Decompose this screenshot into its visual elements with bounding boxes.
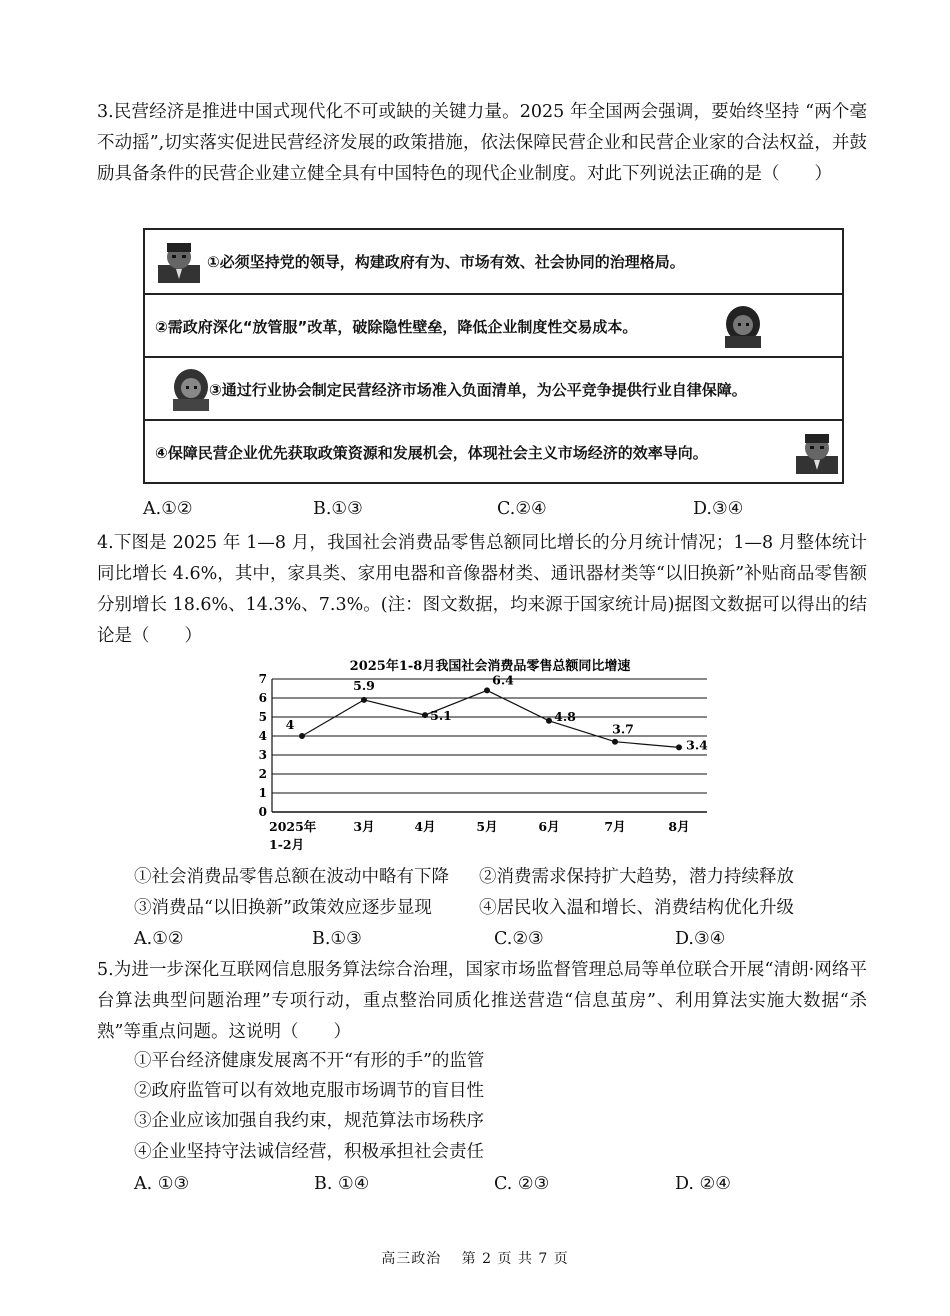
y-tick-label: 3 [258,748,267,762]
y-tick-label: 2 [258,767,267,781]
man-avatar-icon [157,239,201,283]
q3-option-d[interactable]: D.③④ [693,499,744,519]
data-label: 6.4 [492,672,514,688]
data-label: 5.1 [430,708,452,724]
q4-option-a[interactable]: A.①② [134,929,184,949]
retail-sales-growth-chart [255,652,725,857]
opinion-row-3 [145,356,842,419]
x-tick-label: 4月 [414,819,436,834]
x-tick-label: 7月 [604,819,626,834]
y-tick-label: 0 [258,805,267,819]
man-avatar-icon [795,430,839,474]
page-footer: 高三政治 第 2 页 共 7 页 [381,1251,569,1267]
data-label: 3.7 [612,721,634,737]
x-tick-label: 2025年 [269,819,317,834]
data-point [484,687,490,693]
x-tick-label: 8月 [668,819,690,834]
y-tick-label: 1 [258,786,267,800]
question-3-stem: 3.民营经济是推进中国式现代化不可或缺的关键力量。2025 年全国两会强调，要始终坚持 “两个毫不动摇”,切实落实促进民营经济发展的政策措施，依法保障民营企业和民营企业家的合法权益，并鼓励具备条件的民营企业建立健全具有中国特色的现代企业制度。对此下列说法正确的是（ ） [97,102,867,184]
data-point [299,733,305,739]
opinion-4-text: ④保障民营企业优先获取政策资源和发展机会，体现社会主义市场经济的效率导向。 [155,444,708,462]
opinion-panel [143,228,844,484]
q4-statement-3: ③消费品“以旧换新”政策效应逐步显现 [134,898,432,918]
q4-statement-1: ①社会消费品零售总额在波动中略有下降 [134,867,449,887]
q4-option-d[interactable]: D.③④ [675,929,726,949]
data-label: 4.8 [554,708,576,724]
data-point [546,718,552,724]
q5-option-c[interactable]: C. ②③ [494,1174,550,1194]
q4-option-c[interactable]: C.②③ [494,929,544,949]
data-label: 5.9 [353,677,375,693]
q5-statement-3: ③企业应该加强自我约束，规范算法市场秩序 [134,1111,484,1131]
y-tick-label: 5 [258,710,267,724]
q5-option-b[interactable]: B. ①④ [314,1174,370,1194]
chart-title: 2025年1-8月我国社会消费品零售总额同比增速 [349,659,631,674]
data-point [676,744,682,750]
q5-statement-4: ④企业坚持守法诚信经营，积极承担社会责任 [134,1142,484,1162]
x-tick-label: 3月 [353,819,375,834]
woman-avatar-icon [721,304,765,348]
q5-statement-2: ②政府监管可以有效地克服市场调节的盲目性 [134,1081,484,1101]
data-point [612,739,618,745]
q4-statement-4: ④居民收入温和增长、消费结构优化升级 [479,898,794,918]
opinion-1-text: ①必须坚持党的领导，构建政府有为、市场有效、社会协同的治理格局。 [207,253,685,271]
q4-statement-2: ②消费需求保持扩大趋势，潜力持续释放 [479,867,794,887]
opinion-row-1 [145,230,842,293]
q3-option-b[interactable]: B.①③ [313,499,363,519]
data-label: 4 [285,717,295,732]
data-point [361,697,367,703]
y-tick-label: 7 [258,672,267,686]
series-line [302,690,679,747]
x-tick-label: 1-2月 [269,837,305,852]
q4-option-b[interactable]: B.①③ [312,929,362,949]
data-point [422,712,428,718]
data-label: 3.4 [686,737,708,753]
y-tick-label: 6 [258,691,267,705]
q5-option-d[interactable]: D. ②④ [675,1174,731,1194]
opinion-row-2 [145,293,842,356]
q5-option-a[interactable]: A. ①③ [134,1174,190,1194]
q3-option-a[interactable]: A.①② [143,499,193,519]
opinion-row-4 [145,419,842,482]
x-tick-label: 6月 [538,819,560,834]
question-4-stem: 4.下图是 2025 年 1—8 月，我国社会消费品零售总额同比增长的分月统计情况；1—8 月整体统计同比增长 4.6%，其中，家具类、家用电器和音像器材类、通讯器材类等“以旧换新”补贴商品零售额分别增长 18.6%、14.3%、7.3%。(注：图文数据，均来源于国家统计局)据图文数据可以得出的结论是（ ） [97,533,867,646]
y-tick-label: 4 [258,729,267,743]
q5-statement-1: ①平台经济健康发展离不开“有形的手”的监管 [134,1051,485,1071]
q3-option-c[interactable]: C.②④ [497,499,547,519]
woman-avatar-icon [169,367,213,411]
x-tick-label: 5月 [476,819,498,834]
opinion-2-text: ②需政府深化“放管服”改革，破除隐性壁垒，降低企业制度性交易成本。 [155,318,638,336]
question-5-stem: 5.为进一步深化互联网信息服务算法综合治理，国家市场监督管理总局等单位联合开展“清朗·网络平台算法典型问题治理”专项行动，重点整治同质化推送营造“信息茧房”、利用算法实施大数据“杀熟”等重点问题。这说明（ ） [97,960,867,1042]
opinion-3-text: ③通过行业协会制定民营经济市场准入负面清单，为公平竞争提供行业自律保障。 [209,381,747,399]
